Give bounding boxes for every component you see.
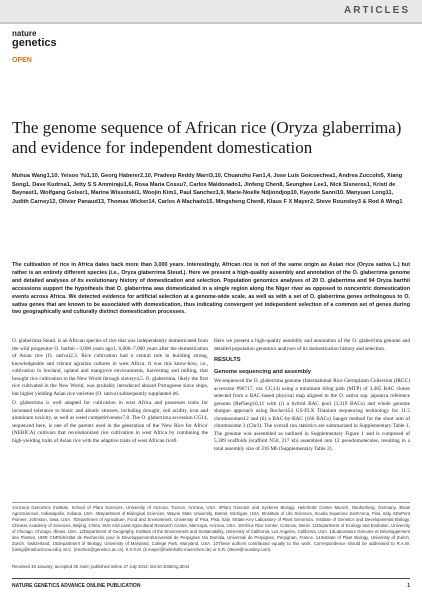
- open-access-label: OPEN: [12, 57, 32, 64]
- left-column: [12, 338, 208, 447]
- affiliations: 1Arizona Genomics Institute, School of Plant Sciences, University of Arizona, Tucson, Arizona, USA. 2Plant Genome and Systems Biology, Helmholtz Center Munich, Neuherberg, Germany. 3Dow AgroSciences, Indianapolis, Indiana, USA. 4Department of Biological Sciences, Wayne State University, Detroit, Michigan, USA. 5Institute of Life Sciences, Scuola Superiore Sant'Anna, Pisa, Italy. 6DuPont Pioneer, Johnston, Iowa, USA. 7Department of Agriculture, Food and Environment, University of Pisa, Pisa, Italy. 8State Key Laboratory of Plant Genomics, Institute of Genetics and Developmental Biology, Chinese Academy of Sciences, Beijing, China. 9US Arid Land Agricultural Research Center, Maricopa, Arizona, USA. 10Africa Rice Center, Cotonou, Benin. 11Department of Ecology and Evolution, University of Chicago, Chicago, Illinois, USA. 12Department of Geography, Institute of the Environment and Sustainability, University of California, Los Angeles, California, USA. 13Laboratoire Génome et Développement des Plantes, UMR CNRS/Institut de Recherche pour le Développement/Université de Perpignan Via Domitia, Université de Perpignan, Perpignan, France. 14Institute of Plant Biology, University of Zurich, Zurich, Switzerland. 15Department of Biology, University of Maryland, College Park, Maryland, USA. 10These authors contributed equally to this work. Correspondence should be addressed to R.A.W. (rwing@mail.arizona.edu), M.C. (mschen@genetics.ac.cn), K.F.X.M. (k.mayer@helmholtz-muenchen.de) or S.R. (steve@rounsley.com).: [12, 505, 410, 552]
- author-list: Muhua Wang1,10, Yeisoo Yu1,10, Georg Haberer2,10, Pradeep Reddy Marri3,10, Chuanzhu Fan1,4, Jose Luis Goicoechea1, Andrea Zuccolo5, Xiang Song1, Dave Kudrna1, Jetty S S Ammiraju1,6, Rosa Maria Cossu7, Carlos Maldonado1, Jinfeng Chen8, Seunghee Lee1, Nick Sisneros1, Kristi de Baynast1, Wolfgang Golser1, Marina Wissotski1, Woojin Kim1, Paul Sanchez1,9, Marie-Noelle Ndjiondjop10, Kayode Sanni10, Manyuan Long11, Judith Carney12, Olivier Panaud13, Thomas Wicker14, Carlos A Machado15, Mingsheng Chen8, Klaus F X Mayer2, Steve Rounsley3 & Rod A Wing1: [12, 173, 403, 205]
- journal-logo-main: genetics: [12, 37, 57, 49]
- intro-paragraph-2: O. glaberrima is well adapted for cultivation in west Africa and possesses traits for increased tolerance to biotic and abiotic stresses, including drought, soil acidity, iron and aluminum toxicity, as well as weed competitiveness7,8. The O. glaberrima accession CG14, sequenced here, is one of the parents used in the generation of the 'New Rice for Africa' (NERICA) cultivars that revolutionized rice cultivation in west Africa by combining the high-yielding traits of Asian rice with the adaptive traits of west African rice9.: [12, 400, 208, 444]
- section-label: ARTICLES: [344, 5, 410, 16]
- journal-logo-top: nature: [12, 29, 37, 38]
- footer-divider: [12, 578, 410, 579]
- right-column: [214, 338, 410, 455]
- results-heading: RESULTS: [214, 357, 241, 363]
- page-footer: [12, 583, 410, 589]
- results-paragraph: We sequenced the O. glaberrima genome (International Rice Germplasm Collection (IRGC) accession #96717, var. CG14) using a minimum tiling path (MTP) of 3,485 BAC clones selected from a BAC-based physical map aligned to the O. sativa ssp. japonica reference genome (RefSeq)10,11 with (i) a hybrid BAC pool (3,319 BACs) and whole genome shotgun approach using Roche/454 GS-FLX Titanium sequencing technology for 11.5 chromosomes12 and (ii) a BAC-by-BAC (166 BACs) Sanger method for the short arm of chromosome 3 (Chr3). The overall run statistics are summarized in Supplementary Table 1. The genome was assembled as outlined in Supplementary Figure 1 and is composed of 5,309 scaffolds (scaffold N50, 217 kb) assembled into 12 pseudomolecules, resulting in a total assembly size of 316 Mb (Supplementary Table 2).: [214, 378, 410, 452]
- abstract: The cultivation of rice in Africa dates back more than 3,000 years. Interestingly, African rice is not of the same origin as Asian rice (Oryza sativa L.) but rather is an entirely different species (i.e., Oryza glaberrima Steud.). Here we present a high-quality assembly and annotation of the O. glaberrima genome and detailed analyses of its evolutionary history of domestication and selection. Population genomics analyses of 20 O. glaberrima and 94 Oryza barthii accessions support the hypothesis that O. glaberrima was domesticated in a single region along the Niger river as opposed to noncentric domestication events across Africa. We detected evidence for artificial selection at a genome-wide scale, as well as with a set of O. glaberrima genes orthologous to O. sativa genes that are known to be associated with domestication, thus indicating convergent yet independent selection of a common set of genes during two geographically and culturally distinct domestication processes.: [12, 262, 410, 316]
- affiliations-divider: [12, 502, 410, 503]
- intro-paragraph-1: O. glaberrima Steud. is an African species of rice that was independently domesticated from the wild progenitor O. barthii ~3,000 years ago1, 6,000–7,000 years after the domestication of Asian rice (O. sativa)2,3. Rice cultivation had a central role in building strong, knowledgeable and vibrant agrarian cultures in west Africa. It was this know-how, i.e., cultivation in lowland, upland and mangrove environments, harvesting and milling, that brought rice cultivation to the New World through slavery4,5. O. glaberrima, likely the first rice cultivated in the New World, was probably introduced aboard Portuguese slave ships, but higher yielding Asian rice varieties (O. sativa) subsequently supplanted it6.: [12, 338, 208, 397]
- received-line: Received 19 January; accepted 30 June; published online 27 July 2014; doi:10.1038/ng.3044: [12, 564, 190, 569]
- article-title: The genome sequence of African rice (Oryza glaberrima) and evidence for independent domestication: [12, 118, 402, 157]
- intro-paragraph-3: Here we present a high-quality assembly and annotation of the O. glaberrima genome and detailed population genomics analyses of its domestication history and selection.: [214, 338, 410, 352]
- journal-logo: [12, 30, 72, 49]
- page-number: 1: [407, 583, 410, 589]
- subsection-heading: Genome sequencing and assembly: [214, 368, 311, 375]
- top-banner: [0, 0, 422, 24]
- footer-journal: NATURE GENETICS ADVANCE ONLINE PUBLICATION: [12, 583, 141, 589]
